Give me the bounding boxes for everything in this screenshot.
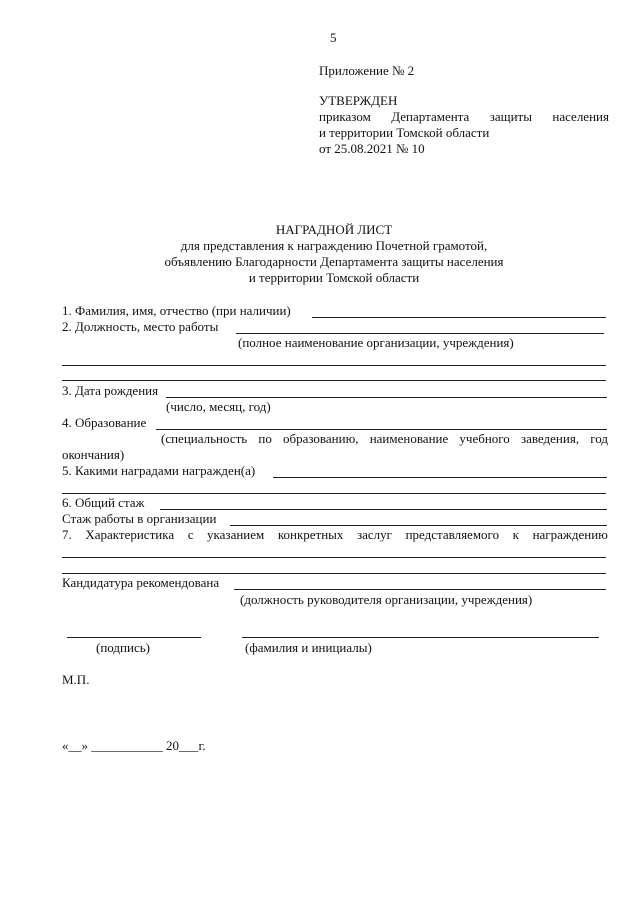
signature-input-line[interactable] <box>67 637 201 638</box>
birth-date-input-line[interactable] <box>166 397 607 398</box>
position-input-line[interactable] <box>236 333 604 334</box>
education-hint-word: год <box>590 431 608 446</box>
signature-label: (подпись) <box>96 640 150 655</box>
recommended-input-line[interactable] <box>234 589 606 590</box>
page-number: 5 <box>330 30 337 45</box>
characteristic-word: указанием <box>207 527 265 542</box>
name-initials-label: (фамилия и инициалы) <box>245 640 372 655</box>
approval-title: УТВЕРЖДЕН <box>319 93 398 108</box>
field-awards-label: 5. Какими наградами награжден(а) <box>62 463 256 478</box>
date-year-suffix: г. <box>198 738 206 753</box>
birth-date-hint: (число, месяц, год) <box>166 399 271 414</box>
approval-line-3: от 25.08.2021 № 10 <box>319 141 425 156</box>
total-experience-input-line[interactable] <box>160 509 607 510</box>
date-month-blank[interactable]: ___________ <box>91 738 163 753</box>
position-extra-line-2[interactable] <box>62 380 606 381</box>
education-hint-word: (специальность <box>161 431 248 446</box>
stamp-place-label: М.П. <box>62 672 90 687</box>
field-position-label: 2. Должность, место работы <box>62 319 219 334</box>
education-hint-word: заведения, <box>520 431 580 446</box>
education-hint-end: окончания) <box>62 447 125 462</box>
date-day-blank[interactable]: __ <box>68 738 82 753</box>
recommended-hint: (должность руководителя организации, учреждения) <box>240 592 533 607</box>
characteristic-line-1[interactable] <box>62 557 606 558</box>
heading-line-1: для представления к награждению Почетной грамотой, <box>180 238 488 253</box>
characteristic-word: представляемого <box>405 527 500 542</box>
org-experience-input-line[interactable] <box>230 525 607 526</box>
education-hint-word: образованию, <box>282 431 359 446</box>
awards-extra-line[interactable] <box>62 493 606 494</box>
characteristic-word: Характеристика <box>85 527 175 542</box>
characteristic-word: конкретных <box>277 527 344 542</box>
heading-line-3: и территории Томской области <box>248 270 420 285</box>
field-org-experience-label: Стаж работы в организации <box>62 511 217 526</box>
heading-line-2: объявлению Благодарности Департамента защиты населения <box>164 254 504 269</box>
field-education-label: 4. Образование <box>62 415 147 430</box>
approval-word: Департамента <box>391 109 470 124</box>
field-full-name-label: 1. Фамилия, имя, отчество (при наличии) <box>62 303 291 318</box>
characteristic-word: награждению <box>532 527 608 542</box>
approval-line-1 <box>319 109 609 125</box>
approval-word: защиты <box>489 109 532 124</box>
field-recommended-label: Кандидатура рекомендована <box>62 575 220 590</box>
characteristic-word: 7. <box>62 527 72 542</box>
position-hint: (полное наименование организации, учреждения) <box>238 335 514 350</box>
education-input-line[interactable] <box>156 429 607 430</box>
approval-word: населения <box>552 109 609 124</box>
document-title: НАГРАДНОЙ ЛИСТ <box>275 222 393 237</box>
characteristic-line-2[interactable] <box>62 573 606 574</box>
field-characteristic-label <box>62 527 608 543</box>
education-hint-word: по <box>258 431 272 446</box>
education-hint <box>161 431 608 447</box>
date-year-prefix: 20 <box>166 738 179 753</box>
date-close-quote: » <box>81 738 88 753</box>
education-hint-word: наименование <box>369 431 449 446</box>
name-initials-input-line[interactable] <box>242 637 599 638</box>
awards-input-line[interactable] <box>273 477 607 478</box>
approval-word: приказом <box>319 109 371 124</box>
characteristic-word: заслуг <box>357 527 392 542</box>
education-hint-word: учебного <box>459 431 510 446</box>
date-open-quote: « <box>62 738 69 753</box>
date-year-blank[interactable]: ___ <box>179 738 199 753</box>
date-line <box>62 738 206 754</box>
approval-line-2: и территории Томской области <box>319 125 490 140</box>
field-total-experience-label: 6. Общий стаж <box>62 495 145 510</box>
position-extra-line-1[interactable] <box>62 365 606 366</box>
characteristic-word: с <box>187 527 194 542</box>
appendix-label: Приложение № 2 <box>319 63 415 78</box>
characteristic-word: к <box>512 527 519 542</box>
full-name-input-line[interactable] <box>312 317 606 318</box>
field-birth-date-label: 3. Дата рождения <box>62 383 159 398</box>
